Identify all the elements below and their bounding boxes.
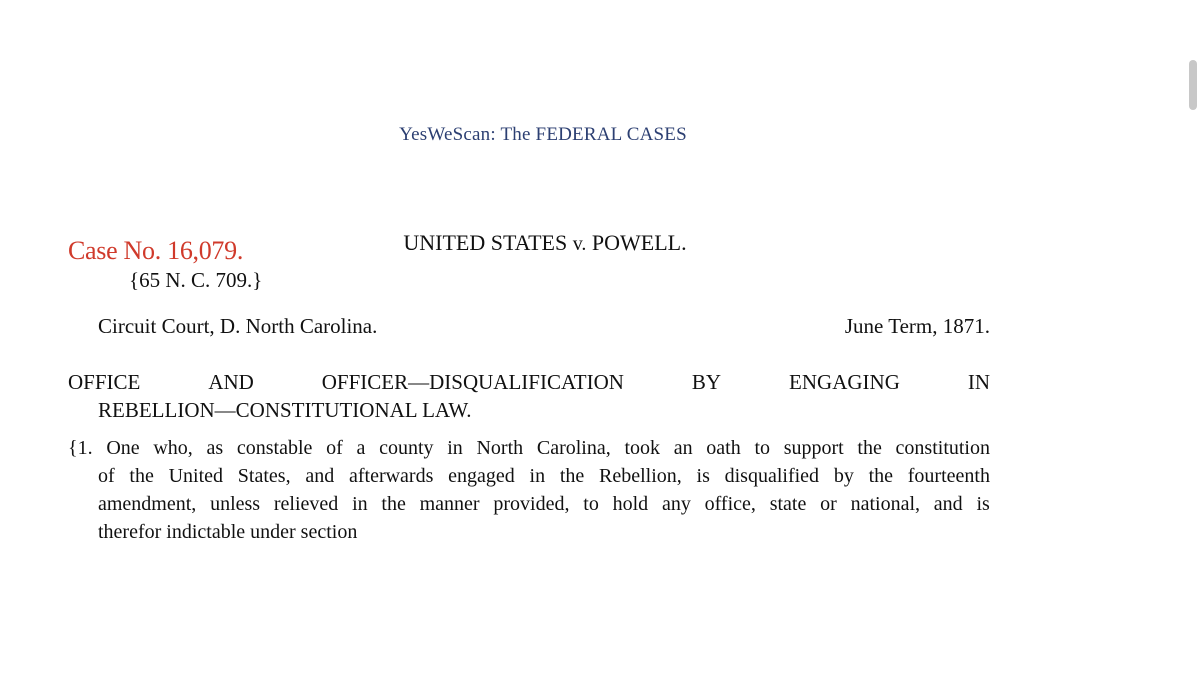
court-line	[98, 314, 990, 339]
syllabus-word: is	[976, 493, 990, 515]
syllabus-word: the	[559, 465, 585, 487]
case-citation: {65 N. C. 709.}	[129, 268, 263, 292]
syllabus-word: office,	[704, 493, 756, 515]
case-title-versus: v.	[572, 233, 587, 255]
syllabus-word: the	[857, 437, 882, 459]
headnote-word: BY	[691, 370, 722, 394]
syllabus-word: relieved	[273, 493, 339, 515]
syllabus-word: constitution	[895, 437, 990, 459]
syllabus-word: or	[820, 493, 837, 515]
syllabus-line-1	[68, 434, 990, 462]
syllabus-word: One	[106, 437, 140, 459]
syllabus-word: constable	[236, 437, 313, 459]
headnote-word: IN	[967, 370, 990, 394]
syllabus-word: to	[754, 437, 770, 459]
syllabus-word: manner	[419, 493, 480, 515]
syllabus-word: of	[98, 465, 115, 487]
syllabus-word: is	[696, 465, 710, 487]
court-name: Circuit Court, D. North Carolina.	[98, 314, 378, 338]
syllabus-word: and	[933, 493, 963, 515]
syllabus-word: as	[206, 437, 224, 459]
syllabus-word: in	[529, 465, 546, 487]
syllabus-word: fourteenth	[907, 465, 990, 487]
syllabus-word: disqualified	[724, 465, 820, 487]
syllabus-word: provided,	[493, 493, 570, 515]
syllabus-word: and	[305, 465, 335, 487]
headnote-word: ENGAGING	[789, 370, 900, 394]
syllabus-word: support	[783, 437, 844, 459]
vertical-scrollbar[interactable]	[1186, 0, 1200, 682]
syllabus-word: a	[356, 437, 366, 459]
syllabus-word: Carolina,	[536, 437, 611, 459]
case-title-defendant: POWELL.	[586, 230, 687, 255]
syllabus-word: state	[769, 493, 807, 515]
syllabus-word: afterwards	[348, 465, 434, 487]
headnote-title-line-1	[68, 368, 990, 396]
headnote-word: OFFICER—DISQUALIFICATION	[321, 370, 624, 394]
syllabus-word: took	[624, 437, 660, 459]
headnote-word: OFFICE	[68, 370, 141, 394]
court-term: June Term, 1871.	[844, 314, 990, 338]
syllabus-word: county	[379, 437, 434, 459]
syllabus-word: the	[129, 465, 154, 487]
syllabus-word: an	[673, 437, 693, 459]
syllabus-word: North	[476, 437, 524, 459]
syllabus-word: the	[381, 493, 406, 515]
syllabus-word: Rebellion,	[599, 465, 682, 487]
case-number: Case No. 16,079.	[68, 236, 244, 265]
syllabus-word: the	[868, 465, 893, 487]
syllabus-word: engaged	[448, 465, 515, 487]
syllabus-word: of	[326, 437, 343, 459]
syllabus-paragraph	[68, 434, 990, 546]
headnote-title-line-2: REBELLION—CONSTITUTIONAL LAW.	[98, 398, 472, 422]
syllabus-word: in	[352, 493, 368, 515]
syllabus-word: oath	[706, 437, 741, 459]
syllabus-line-3	[68, 490, 990, 518]
syllabus-line-2	[68, 462, 990, 490]
syllabus-word: unless	[210, 493, 261, 515]
headnote-title	[68, 368, 990, 424]
syllabus-word: to	[583, 493, 599, 515]
page-header: YesWeScan: The FEDERAL CASES	[399, 124, 687, 145]
syllabus-word: {1.	[68, 437, 93, 459]
scrollbar-thumb[interactable]	[1189, 60, 1197, 110]
headnote-word: AND	[208, 370, 254, 394]
syllabus-word: any	[661, 493, 691, 515]
syllabus-word: United	[168, 465, 224, 487]
syllabus-line-4: therefor indictable under section	[98, 521, 358, 543]
syllabus-word: States,	[237, 465, 291, 487]
syllabus-word: in	[447, 437, 463, 459]
syllabus-word: national,	[850, 493, 921, 515]
syllabus-word: by	[833, 465, 854, 487]
case-title-plaintiff: UNITED STATES	[403, 230, 573, 255]
syllabus-word: amendment,	[98, 493, 197, 515]
syllabus-word: hold	[612, 493, 649, 515]
syllabus-word: who,	[153, 437, 193, 459]
